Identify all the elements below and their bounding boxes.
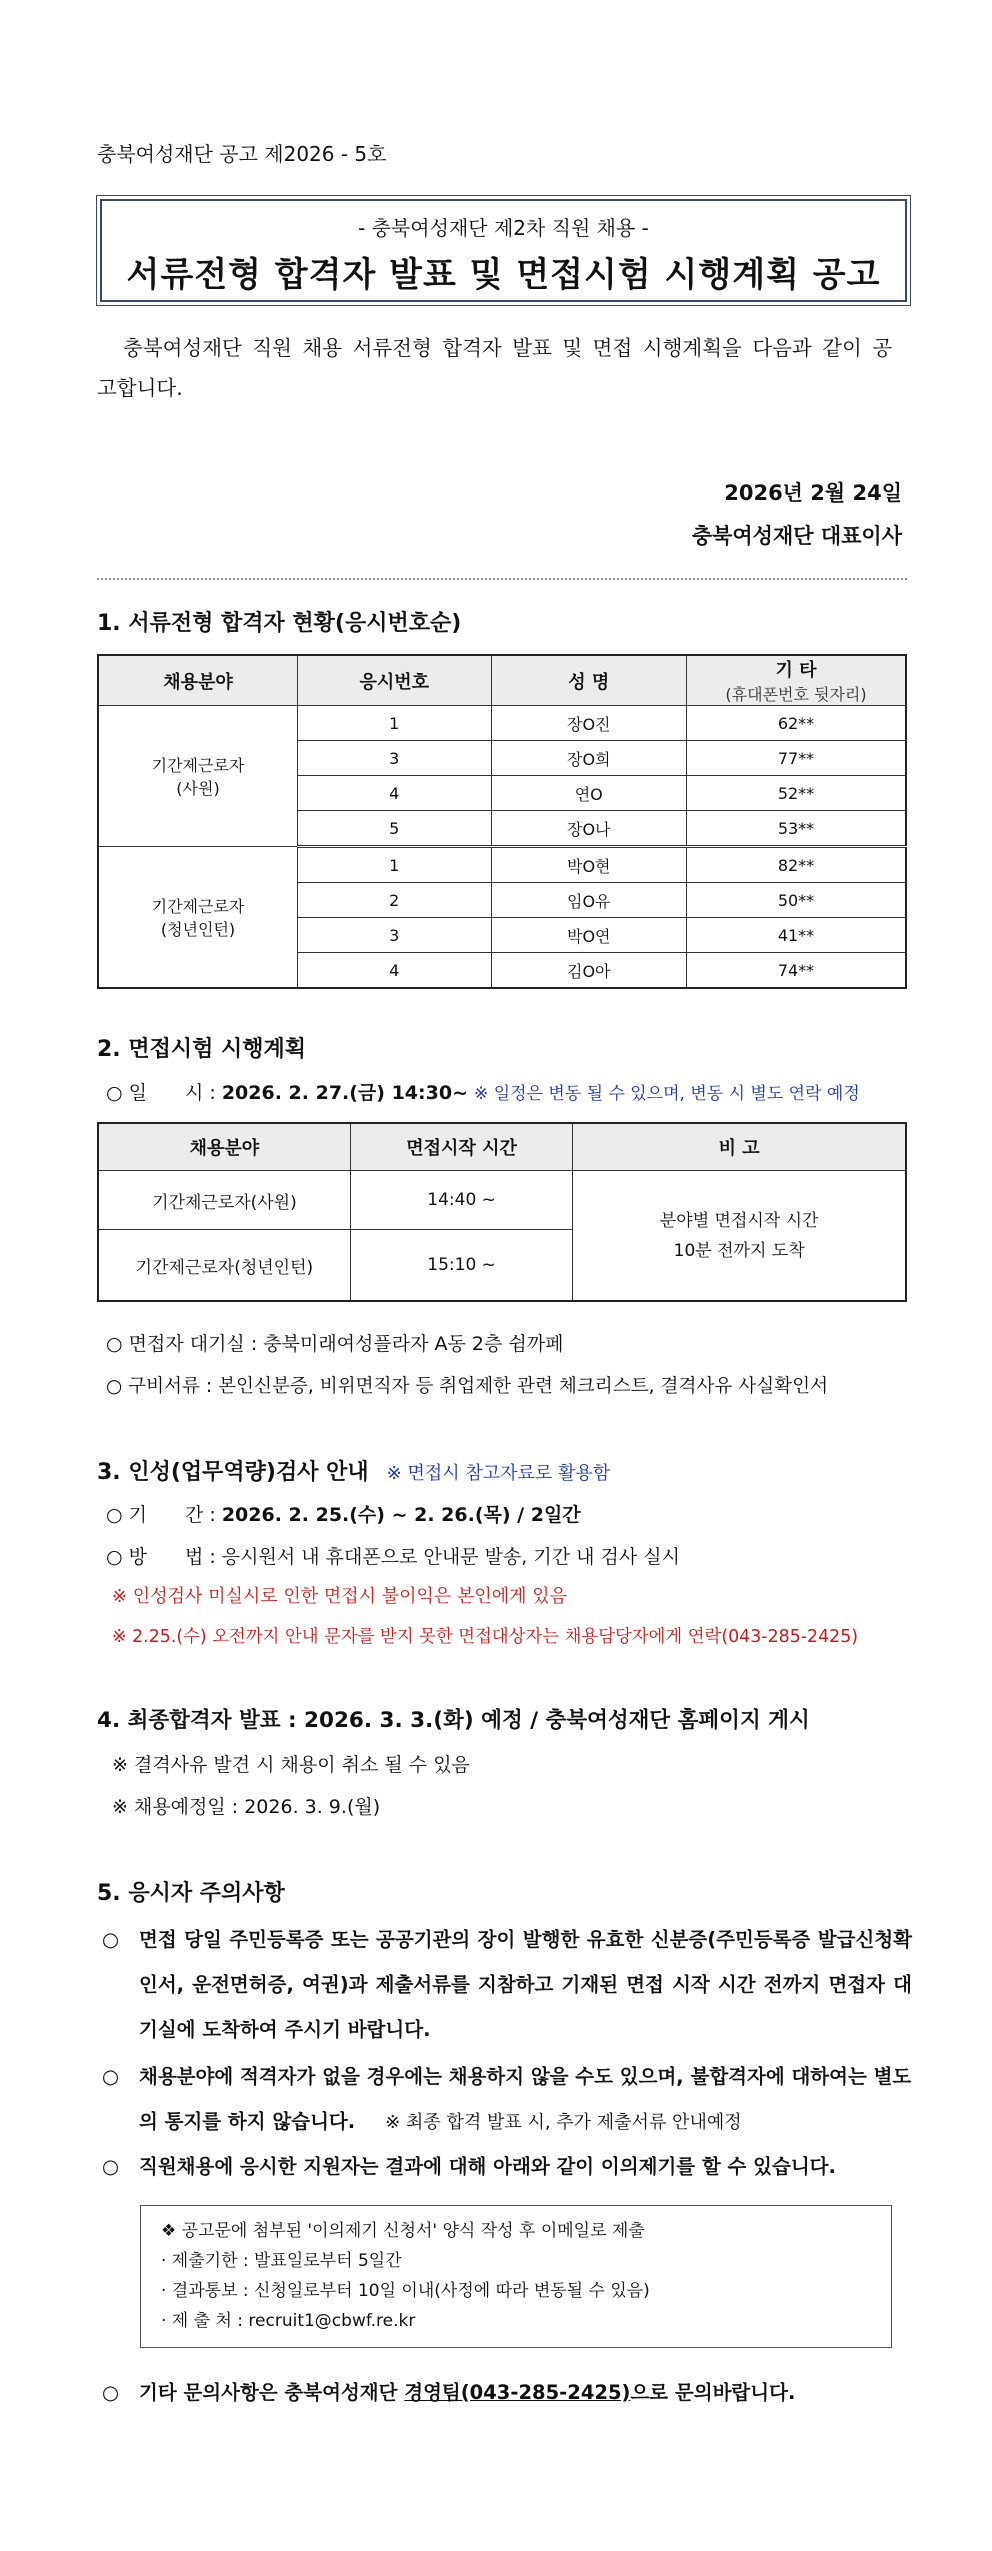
- applicant-number: 4: [298, 953, 492, 989]
- applicant-number: 5: [298, 811, 492, 847]
- table-row: [98, 706, 906, 741]
- contact-info: 경영팀(043-285-2425): [404, 2381, 631, 2404]
- notice-item-3-text: 직원채용에 응시한 지원자는 결과에 대해 아래와 같이 이의제기를 할 수 있습니다.: [139, 2155, 836, 2178]
- applicant-name: 연O: [491, 776, 687, 811]
- applicant-number: 1: [298, 847, 492, 883]
- group-field-line1: 기간제근로자: [151, 897, 245, 916]
- schedule-note: ※ 일정은 변동 될 수 있으며, 변동 시 별도 연락 예정: [474, 1084, 860, 1104]
- table-row: [98, 1171, 906, 1230]
- applicant-name: 김O아: [491, 953, 687, 989]
- notice-item-2-note: ※ 최종 합격 발표 시, 추가 제출서류 안내예정: [385, 2112, 742, 2133]
- section3-heading-row: [97, 1455, 610, 1486]
- notice-item-4-body: [139, 2370, 912, 2415]
- item-marker: ○: [102, 2381, 120, 2404]
- applicant-name: 박O연: [491, 918, 687, 953]
- waiting-room: ○ 면접자 대기실 : 충북미래여성플라자 A동 2층 쉼까페: [106, 1333, 564, 1355]
- period-value: 2026. 2. 25.(수) ~ 2. 26.(목) / 2일간: [221, 1504, 581, 1526]
- notice-item-1: [97, 1917, 912, 2052]
- test-method: ○ 방 법 : 응시원서 내 휴대폰으로 안내문 발송, 기간 내 검사 실시: [106, 1546, 680, 1568]
- header-etc-label: 기 타: [775, 660, 817, 681]
- section4-note-1: ※ 결격사유 발견 시 채용이 취소 될 수 있음: [112, 1754, 470, 1776]
- objection-box: [140, 2205, 892, 2348]
- interview-table: [97, 1122, 907, 1302]
- header-remark: 비 고: [573, 1123, 906, 1171]
- notice-item-3: [97, 2144, 912, 2189]
- applicant-phone: 62**: [687, 706, 907, 741]
- applicant-name: 박O현: [491, 847, 687, 883]
- section3-note: ※ 면접시 참고자료로 활용함: [386, 1463, 611, 1484]
- applicant-number: 3: [298, 741, 492, 776]
- section4-heading: 4. 최종합격자 발표 : 2026. 3. 3.(화) 예정 / 충북여성재단 홈페이지 게시: [97, 1708, 810, 1733]
- notice-item-2-text: 채용분야에 적격자가 없을 경우에는 채용하지 않을 수도 있으며, 불합격자에 대하여는 별도의 통지를 하지 않습니다.: [139, 2065, 912, 2133]
- objection-line: · 제 출 처 : recruit1@cbwf.re.kr: [161, 2311, 416, 2331]
- notice-item-4-prefix: 기타 문의사항은 충북여성재단: [139, 2381, 405, 2404]
- notice-item-4: [97, 2370, 912, 2415]
- item-marker: ○: [102, 2065, 120, 2088]
- applicant-number: 3: [298, 918, 492, 953]
- applicant-name: 장O나: [491, 811, 687, 847]
- notice-subtitle: - 충북여성재단 제2차 직원 채용 -: [358, 216, 649, 240]
- header-time: 면접시작 시간: [350, 1123, 573, 1171]
- applicant-name: 임O유: [491, 883, 687, 918]
- remark-line1: 분야별 면접시작 시간: [659, 1210, 819, 1231]
- table-header-row: [98, 655, 906, 706]
- applicant-number: 1: [298, 706, 492, 741]
- applicant-number: 4: [298, 776, 492, 811]
- notice-number: 충북여성재단 공고 제2026 - 5호: [97, 142, 387, 166]
- applicant-phone: 74**: [687, 953, 907, 989]
- header-field: 채용분야: [98, 1123, 350, 1171]
- period-label: ○ 기 간 :: [106, 1504, 216, 1526]
- notice-item-2-body: [139, 2054, 912, 2145]
- interview-schedule: [106, 1078, 860, 1105]
- group-field-line2: (청년인턴): [160, 920, 236, 939]
- interview-field: 기간제근로자(사원): [98, 1171, 350, 1230]
- header-etc: [687, 655, 907, 706]
- test-warning-1: ※ 인성검사 미실시로 인한 면접시 불이익은 본인에게 있음: [112, 1586, 568, 1607]
- test-period: [106, 1500, 581, 1527]
- test-warning-2: ※ 2.25.(수) 오전까지 안내 문자를 받지 못한 면접대상자는 채용담당자에게 연락(043-285-2425): [112, 1627, 859, 1647]
- objection-line: ❖ 공고문에 첨부된 '이의제기 신청서' 양식 작성 후 이메일로 제출: [161, 2221, 645, 2241]
- section5-heading: 5. 응시자 주의사항: [97, 1881, 285, 1906]
- item-marker: ○: [102, 1928, 120, 1951]
- schedule-value: 2026. 2. 27.(금) 14:30~: [221, 1082, 468, 1104]
- section4-note-2: ※ 채용예정일 : 2026. 3. 9.(월): [112, 1796, 381, 1818]
- objection-line: · 결과통보 : 신청일로부터 10일 이내(사정에 따라 변동될 수 있음): [161, 2281, 650, 2301]
- notice-item-4-suffix: 으로 문의바랍니다.: [630, 2381, 796, 2404]
- objection-line: · 제출기한 : 발표일로부터 5일간: [161, 2251, 402, 2271]
- table-row: [98, 847, 906, 883]
- applicant-table: [97, 654, 907, 989]
- section3-heading: 3. 인성(업무역량)검사 안내: [97, 1460, 369, 1485]
- notice-date: 2026년 2월 24일: [724, 481, 902, 505]
- notice-item-1-text: 면접 당일 주민등록증 또는 공공기관의 장이 발행한 유효한 신분증(주민등록증 발급신청확인서, 운전면허증, 여권)과 제출서류를 지참하고 기재된 면접 시작 시간 전까지 면접자 대기실에 도착하여 주시기 바랍니다.: [139, 1928, 912, 2041]
- applicant-phone: 82**: [687, 847, 907, 883]
- interview-remark: [573, 1171, 906, 1302]
- group-field-line1: 기간제근로자: [151, 756, 245, 775]
- required-documents: ○ 구비서류 : 본인신분증, 비위면직자 등 취업제한 관련 체크리스트, 결격사유 사실확인서: [106, 1376, 829, 1397]
- title-box: [100, 199, 907, 302]
- header-etc-sub: (휴대폰번호 뒷자리): [725, 685, 867, 704]
- intro-paragraph: 충북여성재단 직원 채용 서류전형 합격자 발표 및 면접 시행계획을 다음과 같이 공고합니다.: [97, 336, 893, 400]
- applicant-name: 장O진: [491, 706, 687, 741]
- table-header-row: [98, 1123, 906, 1171]
- applicant-number: 2: [298, 883, 492, 918]
- schedule-label: ○ 일 시 :: [106, 1082, 216, 1104]
- applicant-phone: 50**: [687, 883, 907, 918]
- item-marker: ○: [102, 2155, 120, 2178]
- applicant-phone: 41**: [687, 918, 907, 953]
- applicant-name: 장O희: [491, 741, 687, 776]
- applicant-phone: 52**: [687, 776, 907, 811]
- interview-time: 14:40 ~: [350, 1171, 573, 1230]
- section1-heading: 1. 서류전형 합격자 현황(응시번호순): [97, 611, 462, 636]
- interview-time: 15:10 ~: [350, 1230, 573, 1302]
- section2-heading: 2. 면접시험 시행계획: [97, 1037, 306, 1062]
- dotted-divider: [97, 578, 907, 580]
- remark-line2: 10분 전까지 도착: [673, 1240, 805, 1261]
- header-name: 성 명: [491, 655, 687, 706]
- issuer: 충북여성재단 대표이사: [691, 524, 902, 548]
- group-field-line2: (사원): [176, 779, 220, 798]
- interview-field: 기간제근로자(청년인턴): [98, 1230, 350, 1302]
- applicant-phone: 77**: [687, 741, 907, 776]
- header-number: 응시번호: [298, 655, 492, 706]
- group-field: [98, 706, 298, 847]
- notice-title: 서류전형 합격자 발표 및 면접시험 시행계획 공고: [126, 255, 881, 295]
- group-field: [98, 847, 298, 989]
- header-field: 채용분야: [98, 655, 298, 706]
- notice-item-2: [97, 2054, 912, 2145]
- applicant-phone: 53**: [687, 811, 907, 847]
